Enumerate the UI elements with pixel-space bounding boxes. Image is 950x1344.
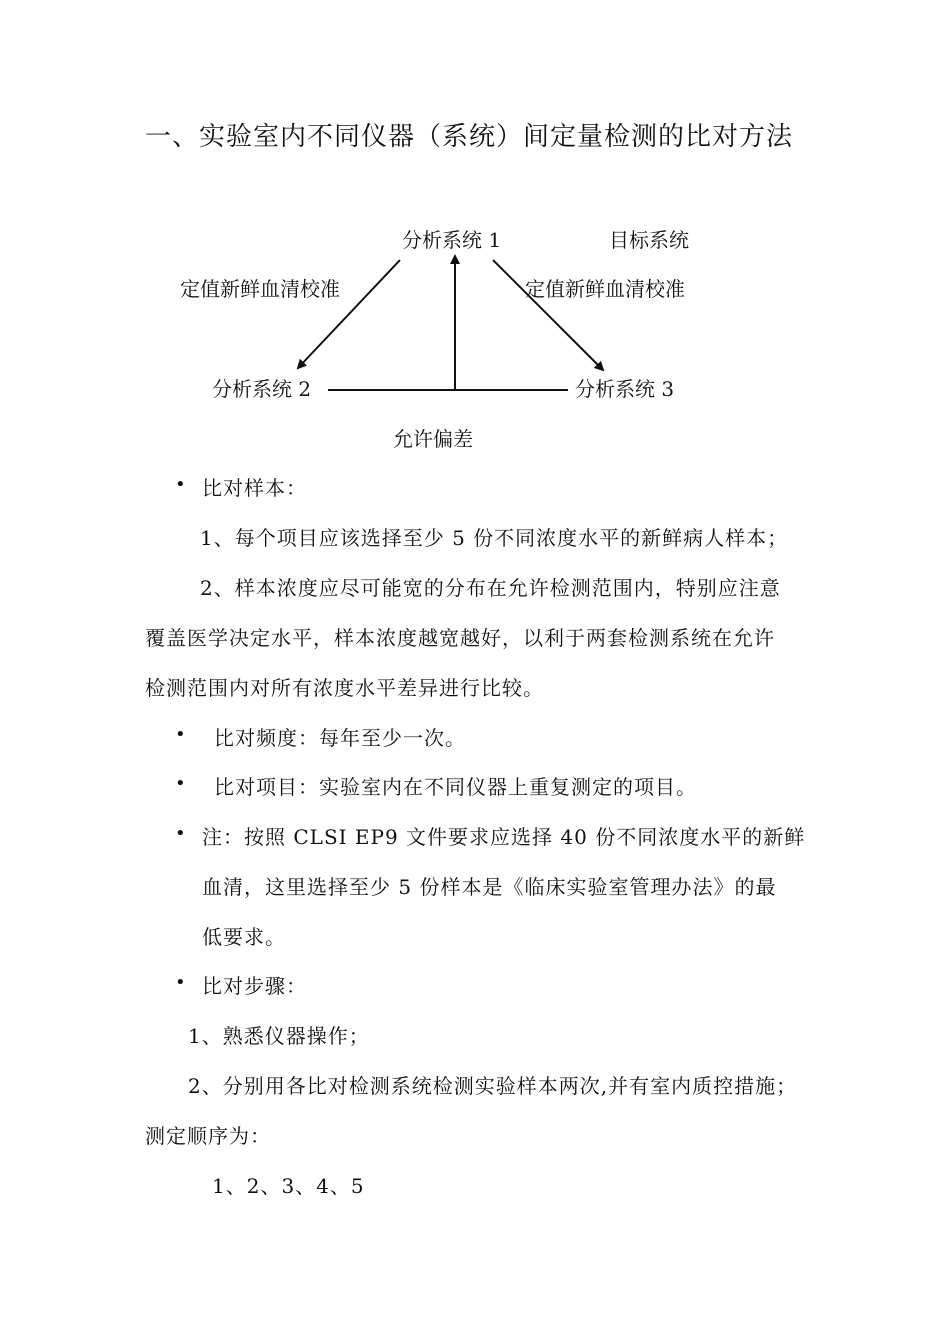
page-title: 一、实验室内不同仪器（系统）间定量检测的比对方法 — [145, 122, 794, 152]
step-2-line1: 2、分别用各比对检测系统检测实验样本两次,并有室内质控措施； — [188, 1074, 798, 1098]
system1-label: 分析系统 1 — [402, 228, 502, 252]
system2-label: 分析系统 2 — [212, 377, 312, 401]
samples-item-2-line3: 检测范围内对所有浓度水平差异进行比较。 — [145, 676, 544, 700]
items-text: 比对项目：实验室内在不同仪器上重复测定的项目。 — [214, 775, 697, 799]
bullet-note: • — [175, 823, 186, 844]
step-1: 1、熟悉仪器操作； — [188, 1024, 370, 1048]
note-line1: 注：按照 CLSI EP9 文件要求应选择 40 份不同浓度水平的新鲜 — [202, 825, 806, 849]
calibration-right-label: 定值新鲜血清校准 — [525, 277, 685, 301]
samples-item-2-line2: 覆盖医学决定水平，样本浓度越宽越好，以利于两套检测系统在允许 — [145, 626, 775, 650]
frequency-text: 比对频度：每年至少一次。 — [214, 726, 466, 750]
note-line2: 血清，这里选择至少 5 份样本是《临床实验室管理办法》的最 — [202, 875, 777, 899]
samples-item-1: 1、每个项目应该选择至少 5 份不同浓度水平的新鲜病人样本； — [200, 526, 789, 550]
bullet-samples: • — [175, 474, 186, 495]
bullet-steps: • — [175, 972, 186, 993]
samples-item-2-line1: 2、样本浓度应尽可能宽的分布在允许检测范围内，特别应注意 — [200, 576, 781, 600]
tolerance-label: 允许偏差 — [393, 427, 473, 451]
measurement-order: 1、2、3、4、5 — [212, 1174, 365, 1198]
step-2-line2: 测定顺序为： — [145, 1124, 271, 1148]
bullet-items: • — [175, 773, 186, 794]
samples-heading: 比对样本： — [202, 476, 307, 500]
bullet-frequency: • — [175, 724, 186, 745]
calibration-left-label: 定值新鲜血清校准 — [180, 277, 340, 301]
system3-label: 分析系统 3 — [575, 377, 675, 401]
note-line3: 低要求。 — [202, 925, 286, 949]
steps-heading: 比对步骤： — [202, 974, 307, 998]
target-system-label: 目标系统 — [609, 228, 689, 252]
